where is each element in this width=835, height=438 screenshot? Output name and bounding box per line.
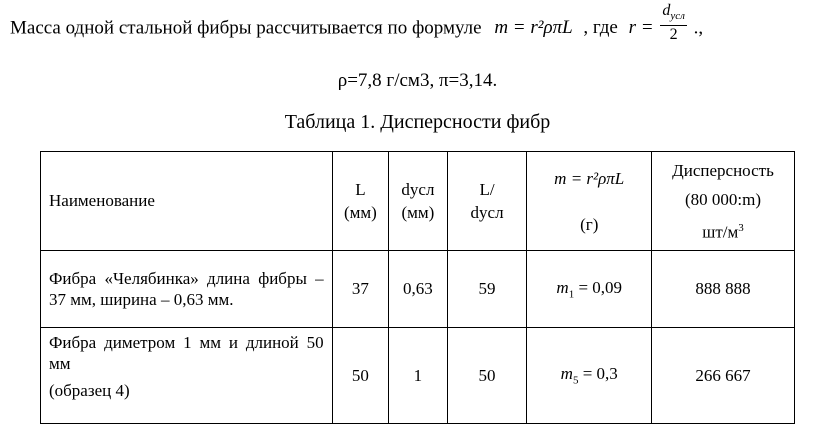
table-caption: Таблица 1. Дисперсности фибр: [284, 111, 551, 133]
row-dispersion: 888 888: [651, 251, 794, 328]
radius-fraction: [660, 2, 687, 44]
header-dispersion: Дисперсность (80 000:m) $шт/м^3$: [651, 152, 794, 251]
dispersion-table: [40, 151, 795, 424]
row-diameter: 0,63: [389, 251, 447, 328]
table-row: [41, 328, 795, 424]
row-dispersion: 266 667: [651, 328, 794, 424]
header-length: L (мм): [332, 152, 389, 251]
table-header-row: [41, 152, 795, 251]
row-diameter: 1: [389, 328, 447, 424]
header-ratio: L/ dусл: [447, 152, 527, 251]
row-mass: $m_1 = 0,09$: [527, 251, 652, 328]
row-name: Фибра диметром 1 мм и длиной 50 мм (образец 4): [41, 328, 333, 424]
constants-line: ρ=7,8 г/см3, π=3,14.: [337, 70, 498, 91]
row-length: 50: [332, 328, 389, 424]
intro-tail: .,: [693, 17, 704, 39]
intro-line: [10, 2, 704, 50]
row-ratio: 59: [447, 251, 527, 328]
r-equals: r =: [628, 17, 654, 39]
mass-formula: m = r²ρπL: [494, 17, 573, 39]
intro-text: Масса одной стальной фибры рассчитывается по формуле: [10, 17, 482, 39]
header-mass: m = r²ρπL (г): [527, 152, 652, 251]
fraction-denominator: 2: [669, 26, 678, 44]
header-diameter: dусл (мм): [389, 152, 447, 251]
row-name: Фибра «Челябинка» длина фибры – 37 мм, ширина – 0,63 мм.: [41, 251, 333, 328]
where-text: , где: [583, 17, 618, 39]
row-mass: $m_5 = 0,3$: [527, 328, 652, 424]
row-ratio: 50: [447, 328, 527, 424]
fraction-numerator: $d_{усл}$: [660, 2, 687, 26]
header-name: Наименование: [41, 152, 333, 251]
row-length: 37: [332, 251, 389, 328]
table-row: [41, 251, 795, 328]
